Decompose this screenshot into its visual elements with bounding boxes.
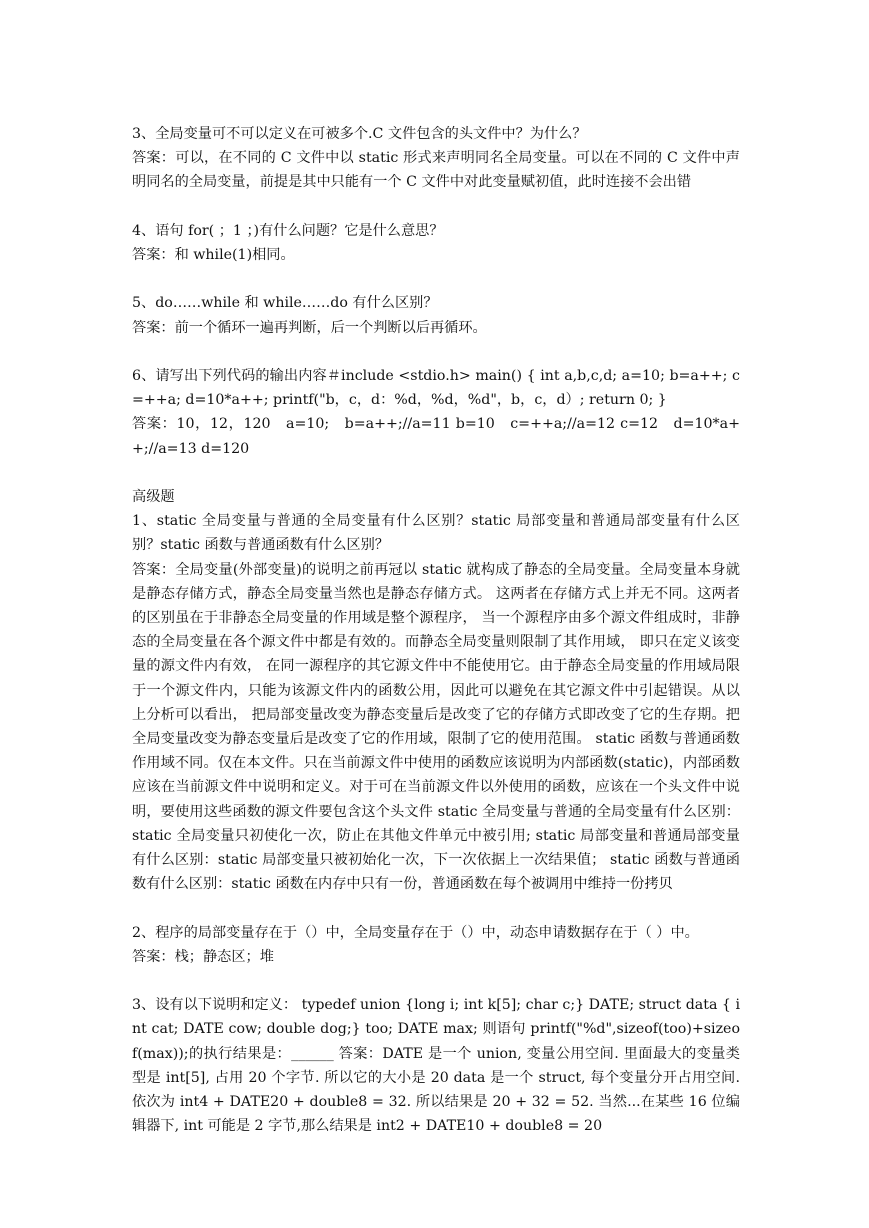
answer-6: 答案：10，12，120 a=10; b=a++;//a=11 b=10 c=++a;//a=12 c=12 d=10*a++;//a=13 d=120 — [132, 416, 740, 457]
section-heading-advanced: 高级题 — [132, 488, 175, 505]
paragraph-gap — [132, 267, 740, 291]
advanced-answer-2: 答案：栈；静态区；堆 — [132, 948, 274, 965]
paragraph-gap — [132, 969, 740, 993]
question-5: 5、do……while 和 while……do 有什么区别？ — [132, 295, 438, 312]
advanced-question-2: 2、程序的局部变量存在于（）中，全局变量存在于（）中，动态申请数据存在于（ ）中。 — [132, 924, 699, 941]
answer-4: 答案：和 while(1)相同。 — [132, 247, 295, 263]
paragraph-gap — [132, 195, 740, 219]
advanced-question-1: 1、static 全局变量与普通的全局变量有什么区别？static 局部变量和普通局部变量有什么区别？static 函数与普通函数有什么区别？ — [132, 513, 740, 554]
question-6: 6、请写出下列代码的输出内容＃include <stdio.h> main() { int a,b,c,d; a=10; b=a++; c=++a; d=10*a++; printf("b，c，d：%d，%d，%d"，b，c，d）; return 0; } — [132, 367, 740, 409]
paragraph-gap — [132, 461, 740, 485]
answer-5: 答案：前一个循环一遍再判断，后一个判断以后再循环。 — [132, 319, 487, 336]
advanced-question-3: 3、设有以下说明和定义： typedef union {long i; int k[5]; char c;} DATE; struct data { int cat; DATE cow; double dog;} too; DATE max; 则语句 printf("%d",sizeof(too)+sizeof(max));的执行结果是：______ 答案：DATE 是一个 union, 变量公用空间. 里面最大的变量类型是 int[5], 占用 20 个字节. 所以它的大小是 20 data 是一个 struct, 每个变量分开占用空间. 依次为 int4 + DATE20 + double8 = 32. 所以结果是 20 + 32 = 52. 当然...在某些 16 位编辑器下, int 可能是 2 字节,那么结果是 int2 + DATE10 + double8 = 20 — [132, 997, 740, 1135]
question-3: 3、全局变量可不可以定义在可被多个.C 文件包含的头文件中？为什么？ — [132, 126, 587, 142]
paragraph-gap — [132, 896, 740, 920]
answer-3: 答案：可以，在不同的 C 文件中以 static 形式来声明同名全局变量。可以在不同的 C 文件中声明同名的全局变量，前提是其中只能有一个 C 文件中对此变量赋初值，此时连接不会出错 — [132, 150, 740, 191]
paragraph-gap — [132, 340, 740, 364]
document-page — [132, 122, 740, 1138]
question-4: 4、语句 for( ；1 ；)有什么问题？它是什么意思？ — [132, 222, 444, 239]
advanced-answer-1: 答案：全局变量(外部变量)的说明之前再冠以 static 就构成了静态的全局变量。全局变量本身就是静态存储方式，静态全局变量当然也是静态存储方式。 这两者在存储方式上并无不同。这两者的区别虽在于非静态全局变量的作用域是整个源程序， 当一个源程序由多个源文件组成时，非静态的全局变量在各个源文件中都是有效的。而静态全局变量则限制了其作用域， 即只在定义该变量的源文件内有效， 在同一源程序的其它源文件中不能使用它。由于静态全局变量的作用域局限于一个源文件内，只能为该源文件内的函数公用，因此可以避免在其它源文件中引起错误。从以上分析可以看出， 把局部变量改变为静态变量后是改变了它的存储方式即改变了它的生存期。把全局变量改变为静态变量后是改变了它的作用域，限制了它的使用范围。 static 函数与普通函数作用域不同。仅在本文件。只在当前源文件中使用的函数应该说明为内部函数(static)，内部函数应该在当前源文件中说明和定义。对于可在当前源文件以外使用的函数，应该在一个头文件中说明，要使用这些函数的源文件要包含这个头文件 static 全局变量与普通的全局变量有什么区别：static 全局变量只初使化一次，防止在其他文件单元中被引用; static 局部变量和普通局部变量有什么区别：static 局部变量只被初始化一次，下一次依据上一次结果值； static 函数与普通函数有什么区别：static 函数在内存中只有一份，普通函数在每个被调用中维持一份拷贝 — [132, 561, 740, 893]
